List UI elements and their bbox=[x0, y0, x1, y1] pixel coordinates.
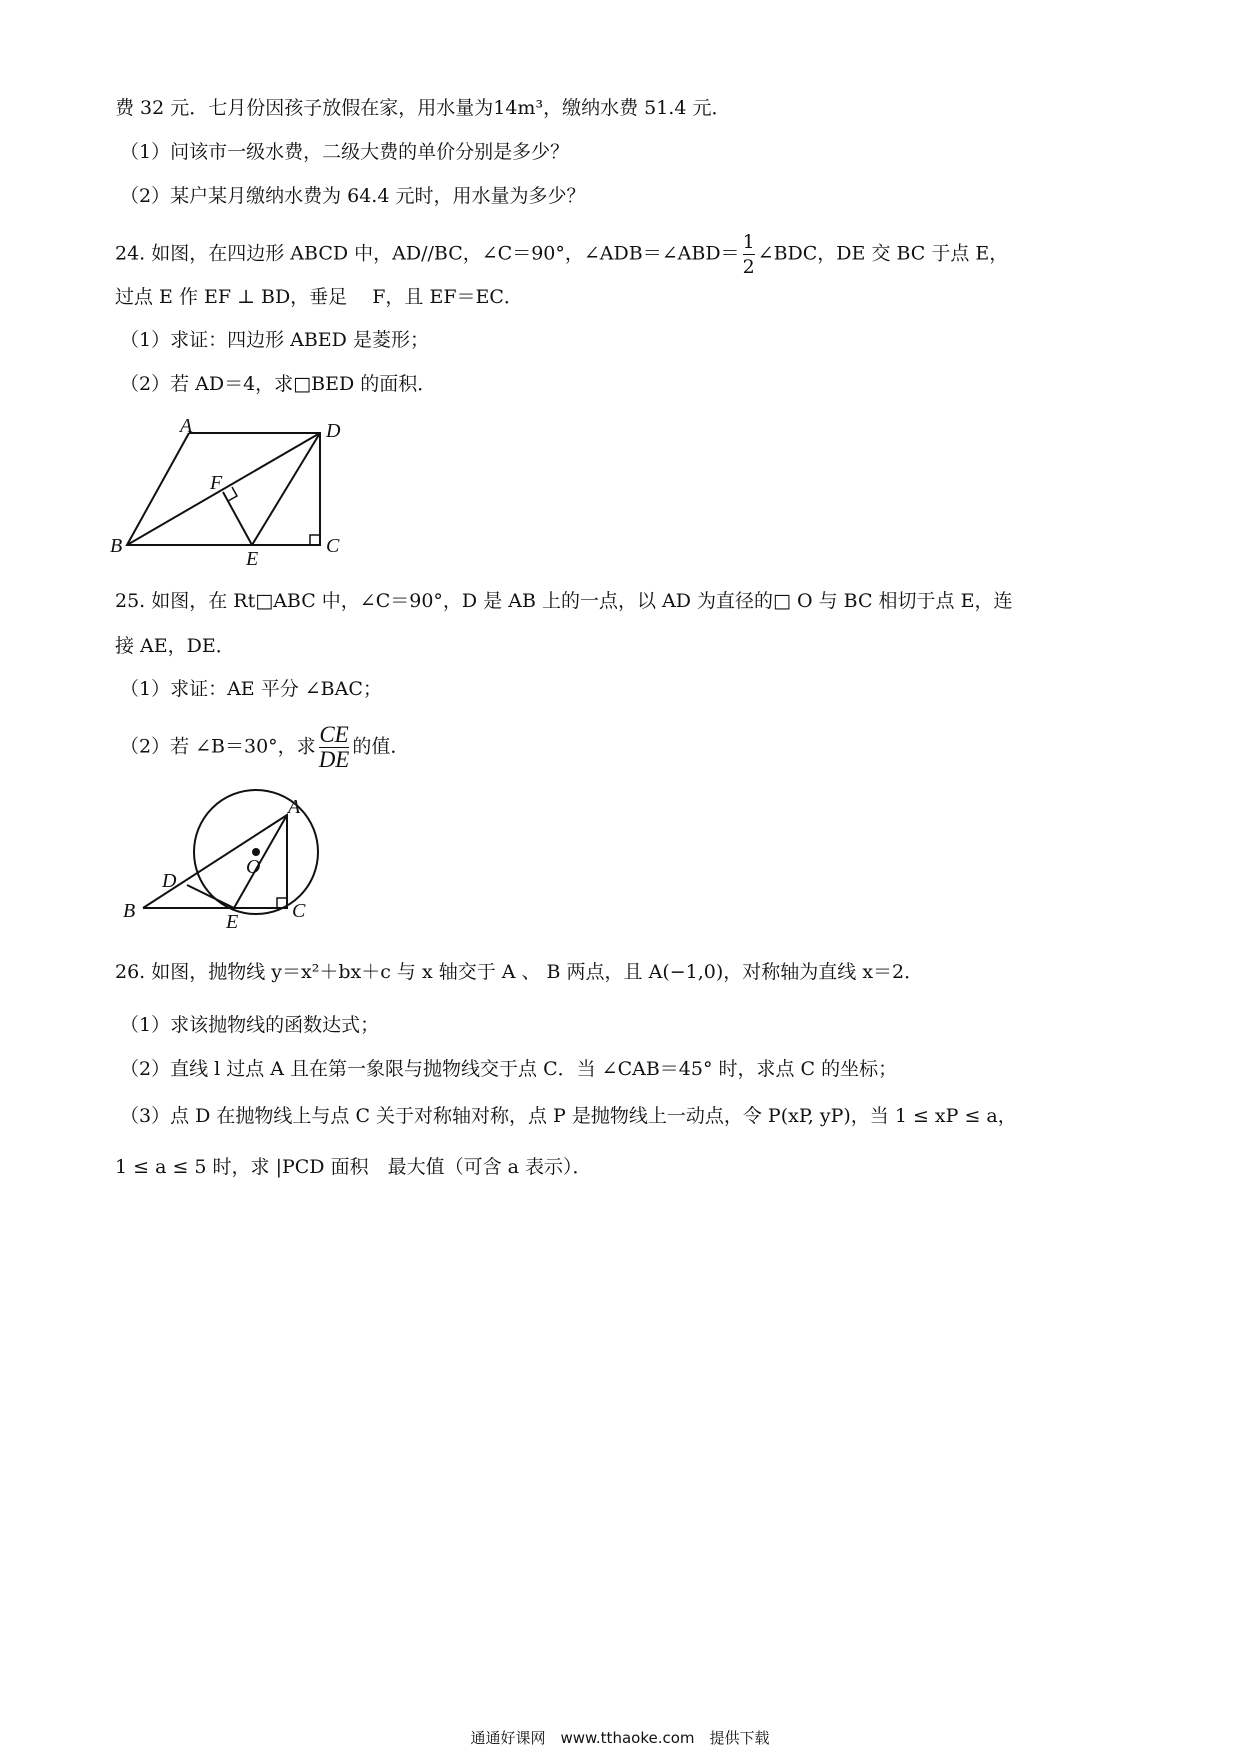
diagonal-bd bbox=[127, 433, 320, 545]
question-24-part-1: （1）求证：四边形 ABED 是菱形； bbox=[120, 329, 429, 351]
question-25-part-2-text-b: 的值． bbox=[352, 735, 410, 758]
label-b: B bbox=[110, 535, 123, 557]
label-f: F bbox=[210, 472, 223, 494]
question-25-part-2-text-a: （2）若 ∠B＝30°，求 bbox=[120, 735, 316, 758]
figure-quadrilateral-abcd bbox=[110, 415, 390, 575]
label-d: D bbox=[326, 420, 341, 442]
label-a: A bbox=[288, 796, 301, 818]
segment-de bbox=[187, 885, 234, 908]
question-26-part-2: （2）直线 l 过点 A 且在第一象限与抛物线交于点 C．当 ∠CAB＝45° 时，求点 C 的坐标； bbox=[120, 1058, 898, 1080]
fraction-ce-over-de bbox=[319, 723, 350, 772]
center-point-o bbox=[252, 848, 260, 856]
label-o: O bbox=[246, 856, 261, 878]
question-26-part-3-cont: 1 ≤ a ≤ 5 时，求 |PCD 面积 最大值（可含 a 表示）． bbox=[115, 1156, 592, 1178]
label-d: D bbox=[162, 870, 177, 892]
fraction-denominator: 2 bbox=[742, 256, 755, 278]
question-25-part-1: （1）求证：AE 平分 ∠BAC； bbox=[120, 678, 382, 700]
question-23-part-1: （1）问该市一级水费，二级大费的单价分别是多少？ bbox=[120, 141, 570, 163]
segment-ef bbox=[223, 492, 252, 545]
segment-de bbox=[252, 433, 320, 545]
label-c: C bbox=[292, 900, 306, 922]
fraction-numerator: CE bbox=[319, 722, 349, 747]
text-line: 费 32 元．七月份因孩子放假在家，用水量为14m³，缴纳水费 51.4 元． bbox=[115, 97, 731, 119]
question-24-part-2: （2）若 AD＝4，求□BED 的面积． bbox=[120, 373, 437, 395]
question-26-part-1: （1）求该抛物线的函数达式； bbox=[120, 1014, 380, 1036]
question-26-part-3: （3）点 D 在抛物线上与点 C 关于对称轴对称，点 P 是抛物线上一动点，令 P(xP, yP)，当 1 ≤ xP ≤ a， bbox=[120, 1105, 1017, 1127]
question-25-statement: 25. 如图，在 Rt□ABC 中，∠C＝90°，D 是 AB 上的一点，以 AD 为直径的□ O 与 BC 相切于点 E，连 bbox=[115, 590, 1013, 612]
right-angle-mark-f bbox=[228, 487, 237, 501]
label-e: E bbox=[246, 548, 259, 570]
question-26-statement: 26. 如图，抛物线 y＝x²＋bx＋c 与 x 轴交于 A 、 B 两点，且 A(−1,0)，对称轴为直线 x＝2． bbox=[115, 961, 924, 983]
label-a: A bbox=[180, 415, 193, 437]
question-25-part-2 bbox=[120, 723, 409, 772]
label-b: B bbox=[123, 900, 136, 922]
question-25-statement-cont: 接 AE，DE． bbox=[115, 635, 235, 657]
question-24-statement bbox=[115, 230, 1008, 279]
question-24-text-b: ∠BDC，DE 交 BC 于点 E， bbox=[757, 242, 1009, 265]
question-23-part-2: （2）某户某月缴纳水费为 64.4 元时，用水量为多少？ bbox=[120, 185, 586, 207]
question-24-statement-cont: 过点 E 作 EF ⊥ BD，垂足 F，且 EF＝EC． bbox=[115, 286, 523, 308]
fraction-numerator: 1 bbox=[742, 231, 755, 253]
label-c: C bbox=[326, 535, 340, 557]
figure-circle-triangle-abc bbox=[120, 780, 360, 950]
label-e: E bbox=[226, 911, 239, 933]
right-angle-mark-c bbox=[310, 535, 320, 545]
page-footer: 通通好课网 www.tthaoke.com 提供下载 bbox=[470, 1729, 770, 1747]
fraction-denominator: DE bbox=[318, 747, 350, 772]
segment-ae bbox=[234, 815, 287, 908]
fraction-one-half bbox=[743, 230, 755, 279]
question-24-text-a: 24. 如图，在四边形 ABCD 中，AD//BC，∠C＝90°，∠ADB＝∠ABD＝ bbox=[115, 242, 740, 265]
triangle-abc bbox=[143, 815, 287, 908]
